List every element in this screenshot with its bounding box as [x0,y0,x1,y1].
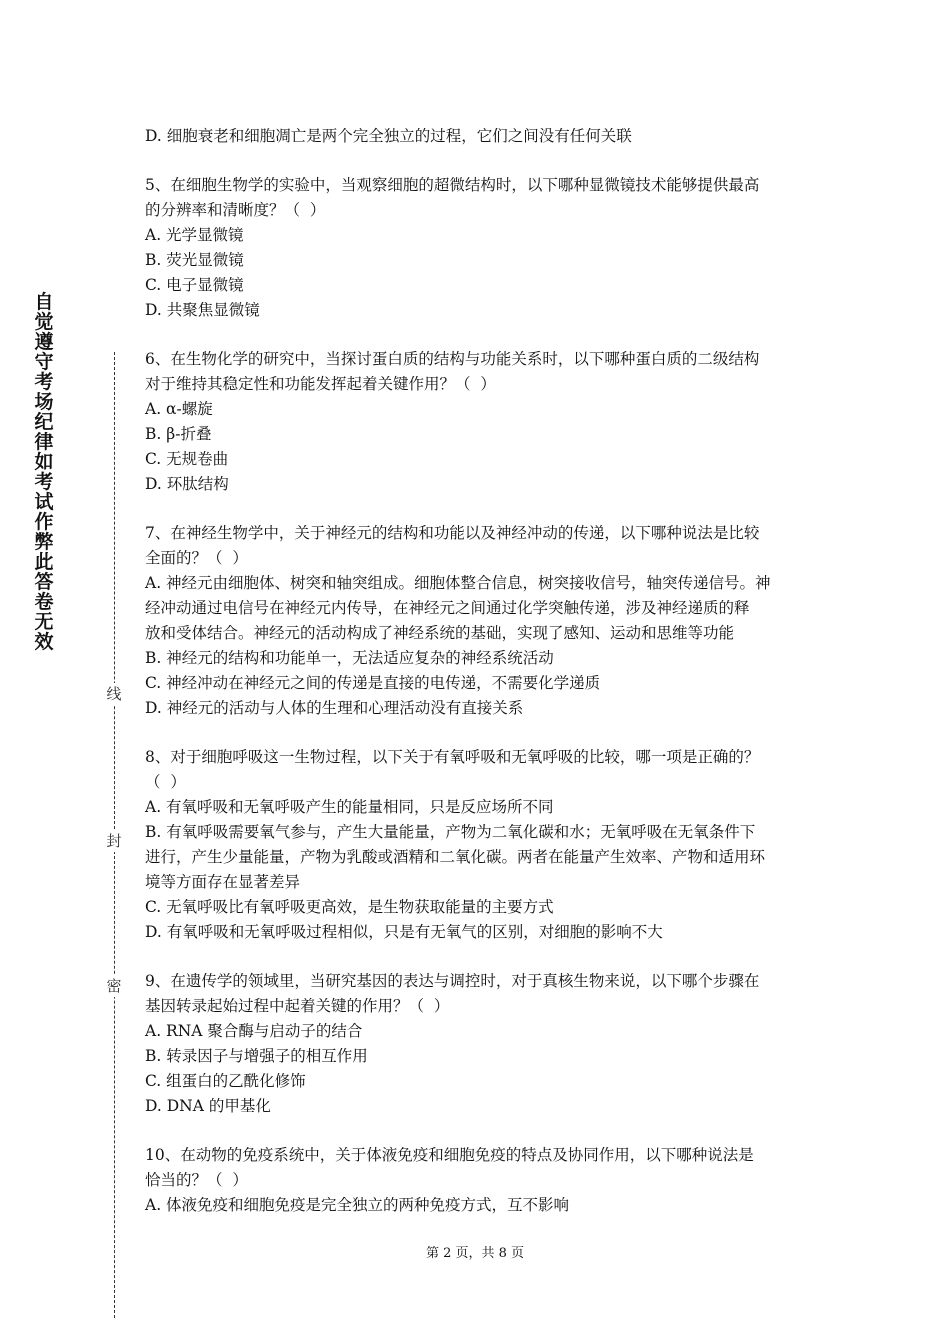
option-a: A. 神经元由细胞体、树突和轴突组成。细胞体整合信息，树突接收信号，轴突传递信号。神 [145,574,771,592]
option-c: C. 无规卷曲 [145,450,229,468]
option-d: D. 共聚焦显微镜 [145,301,260,319]
question-stem: 全面的？（ ） [145,549,248,567]
option-c: C. 电子显微镜 [145,276,244,294]
exam-discipline-slogan: 自觉遵守考场纪律如考试作弊此答卷无效 [34,291,54,653]
option-d: D. 有氧呼吸和无氧呼吸过程相似，只是有无氧气的区别，对细胞的影响不大 [145,923,663,941]
question-6 [145,347,813,497]
option-d: D. DNA 的甲基化 [145,1097,271,1115]
option-c: C. 无氧呼吸比有氧呼吸更高效，是生物获取能量的主要方式 [145,898,554,916]
option-b: B. β-折叠 [145,425,212,443]
option-a: A. 有氧呼吸和无氧呼吸产生的能量相同，只是反应场所不同 [145,798,554,816]
question-7 [145,521,813,721]
option-b-continued: 境等方面存在显著差异 [145,873,301,891]
option-a: A. 体液免疫和细胞免疫是完全独立的两种免疫方式，互不影响 [145,1196,570,1214]
option-b: B. 有氧呼吸需要氧气参与，产生大量能量，产物为二氧化碳和水；无氧呼吸在无氧条件下 [145,823,756,841]
question-stem: 基因转录起始过程中起着关键的作用？（ ） [145,997,450,1015]
option-b: B. 转录因子与增强子的相互作用 [145,1047,368,1065]
question-5 [145,173,813,323]
option-a-continued: 放和受体结合。神经元的活动构成了神经系统的基础，实现了感知、运动和思维等功能 [145,624,735,642]
option-d: D. 神经元的活动与人体的生理和心理活动没有直接关系 [145,699,524,717]
option-b-continued: 进行，产生少量能量，产物为乳酸或酒精和二氧化碳。两者在能量产生效率、产物和适用环 [145,848,766,866]
binding-mark-line: 线 [104,683,124,705]
question-stem: （ ） [145,773,186,791]
question-stem: 8、对于细胞呼吸这一生物过程，以下关于有氧呼吸和无氧呼吸的比较，哪一项是正确的？ [145,748,760,766]
previous-question-option-d: D. 细胞衰老和细胞凋亡是两个完全独立的过程，它们之间没有任何关联 [145,127,632,145]
option-a: A. RNA 聚合酶与启动子的结合 [145,1022,363,1040]
question-stem: 5、在细胞生物学的实验中，当观察细胞的超微结构时，以下哪种显微镜技术能够提供最高 [145,176,760,194]
option-a-continued: 经冲动通过电信号在神经元内传导，在神经元之间通过化学突触传递，涉及神经递质的释 [145,599,750,617]
page-number-footer: 第 2 页，共 8 页 [425,1246,525,1261]
option-c: C. 神经冲动在神经元之间的传递是直接的电传递，不需要化学递质 [145,674,601,692]
option-d: D. 环肽结构 [145,475,229,493]
question-stem: 恰当的？（ ） [145,1171,248,1189]
question-stem: 6、在生物化学的研究中，当探讨蛋白质的结构与功能关系时，以下哪种蛋白质的二级结构 [145,350,760,368]
question-stem: 对于维持其稳定性和功能发挥起着关键作用？（ ） [145,375,496,393]
question-stem: 的分辨率和清晰度？（ ） [145,201,326,219]
option-a: A. 光学显微镜 [145,226,244,244]
question-8 [145,745,813,945]
question-content [145,124,813,1218]
question-stem: 7、在神经生物学中，关于神经元的结构和功能以及神经冲动的传递，以下哪种说法是比较 [145,524,760,542]
option-b: B. 荧光显微镜 [145,251,244,269]
question-10 [145,1143,813,1218]
option-b: B. 神经元的结构和功能单一，无法适应复杂的神经系统活动 [145,649,554,667]
question-stem: 9、在遗传学的领域里，当研究基因的表达与调控时，对于真核生物来说，以下哪个步骤在 [145,972,760,990]
binding-mark-secret: 密 [104,975,124,997]
binding-mark-seal: 封 [104,830,124,852]
option-c: C. 组蛋白的乙酰化修饰 [145,1072,306,1090]
option-a: A. α-螺旋 [145,400,213,418]
question-stem: 10、在动物的免疫系统中，关于体液免疫和细胞免疫的特点及协同作用，以下哪种说法是 [145,1146,754,1164]
question-9 [145,969,813,1119]
